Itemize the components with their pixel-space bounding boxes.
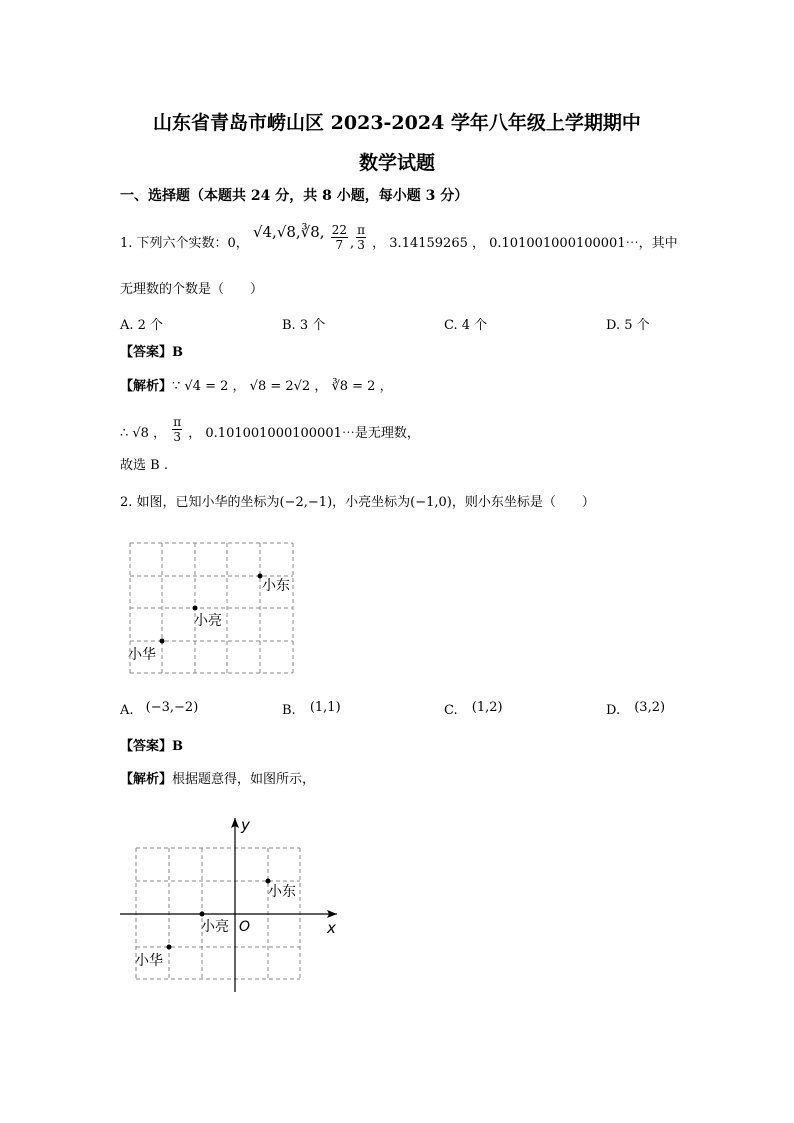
q2-option-a-letter: A. [120,703,134,718]
q2-exp-label: 【解析】 [120,772,173,787]
q2-explanation [120,773,315,786]
q2-option-d[interactable] [606,700,666,718]
label-x-axis: x [327,919,336,937]
question-2-grid-figure [120,535,310,680]
q1-option-d[interactable]: D. 5 个 [606,318,650,333]
q1-explanation-line-2 [120,415,420,447]
q2-option-d-value: (3,2) [634,700,666,715]
q1-exp-text-2b: ， 0.101001000100001⋯是无理数， [188,426,420,441]
q1-explanation-line-1 [120,380,393,393]
q1-comma: , [349,236,355,251]
question-2-stem: 2. 如图，已知小华的坐标为(−2,−1)，小亮坐标为(−1,0)，则小东坐标是（ ） [120,495,595,510]
label-xiaohua: 小华 [128,647,156,663]
point-xiaohua-2 [167,945,172,950]
q2-option-c-value: (1,2) [471,700,503,715]
label-y-axis: y [241,816,250,834]
q2-option-d-letter: D. [606,703,621,718]
q1-answer: 【答案】B [120,345,183,360]
q2-option-b[interactable] [282,700,341,718]
q2-option-b-value: (1,1) [309,700,341,715]
q1-exp-text-2a: ∴ √8 ， [120,426,167,441]
q2-option-a[interactable] [120,700,199,718]
q2-option-a-value: (−3,−2) [145,700,199,715]
q1-exp-label: 【解析】 [120,379,173,394]
q1-prefix: 1. 下列六个实数：0， [120,236,249,251]
q1-roots: √4,√8,∛8, [252,223,325,241]
q1-exp-text-1: ∵ √4 = 2 ， √8 = 2√2 ， ∛8 = 2 ， [172,379,393,394]
q1-option-c[interactable]: C. 4 个 [444,318,488,333]
label-xiaoliang: 小亮 [194,613,222,629]
q1-option-a[interactable]: A. 2 个 [120,318,164,333]
question-1-line-2: 无理数的个数是（ ） [120,282,264,297]
question-1-stem [120,223,678,257]
q2-option-c-letter: C. [444,703,458,718]
section-heading: 一、选择题（本题共 24 分，共 8 小题，每小题 3 分） [120,188,469,204]
q2-exp-text: 根据题意得，如图所示， [172,772,316,787]
label-xiaodong: 小东 [262,578,290,594]
title-line-2: 数学试题 [358,152,435,174]
title-line-1: 山东省青岛市崂山区 2023-2024 学年八年级上学期期中 [153,112,641,134]
q1-option-b[interactable]: B. 3 个 [282,318,326,333]
point-xiaodong-2 [266,879,271,884]
label-xiaoliang-2: 小亮 [201,919,229,935]
point-xiaoliang [193,606,198,611]
q1-fraction-22-7: $\frac{22}{7}$ [331,223,347,252]
q2-answer: 【答案】B [120,739,183,754]
point-xiaohua [160,639,165,644]
q1-exp-fraction-pi-3: $\frac{\pi}{3}$ [173,415,182,444]
q1-suffix: ， 3.14159265 ， 0.101001000100001⋯，其中 [372,236,678,251]
point-xiaoliang-2 [200,912,205,917]
label-xiaohua-2: 小华 [135,953,163,969]
question-2-coordinate-figure [115,810,355,1000]
q2-option-c[interactable] [444,700,503,718]
q2-option-b-letter: B. [282,703,296,718]
q1-explanation-line-3: 故选 B . [120,458,168,473]
label-xiaodong-2: 小东 [268,884,296,900]
label-origin: O [239,919,251,935]
q1-fraction-pi-3: $\frac{\pi}{3}$ [357,223,366,252]
